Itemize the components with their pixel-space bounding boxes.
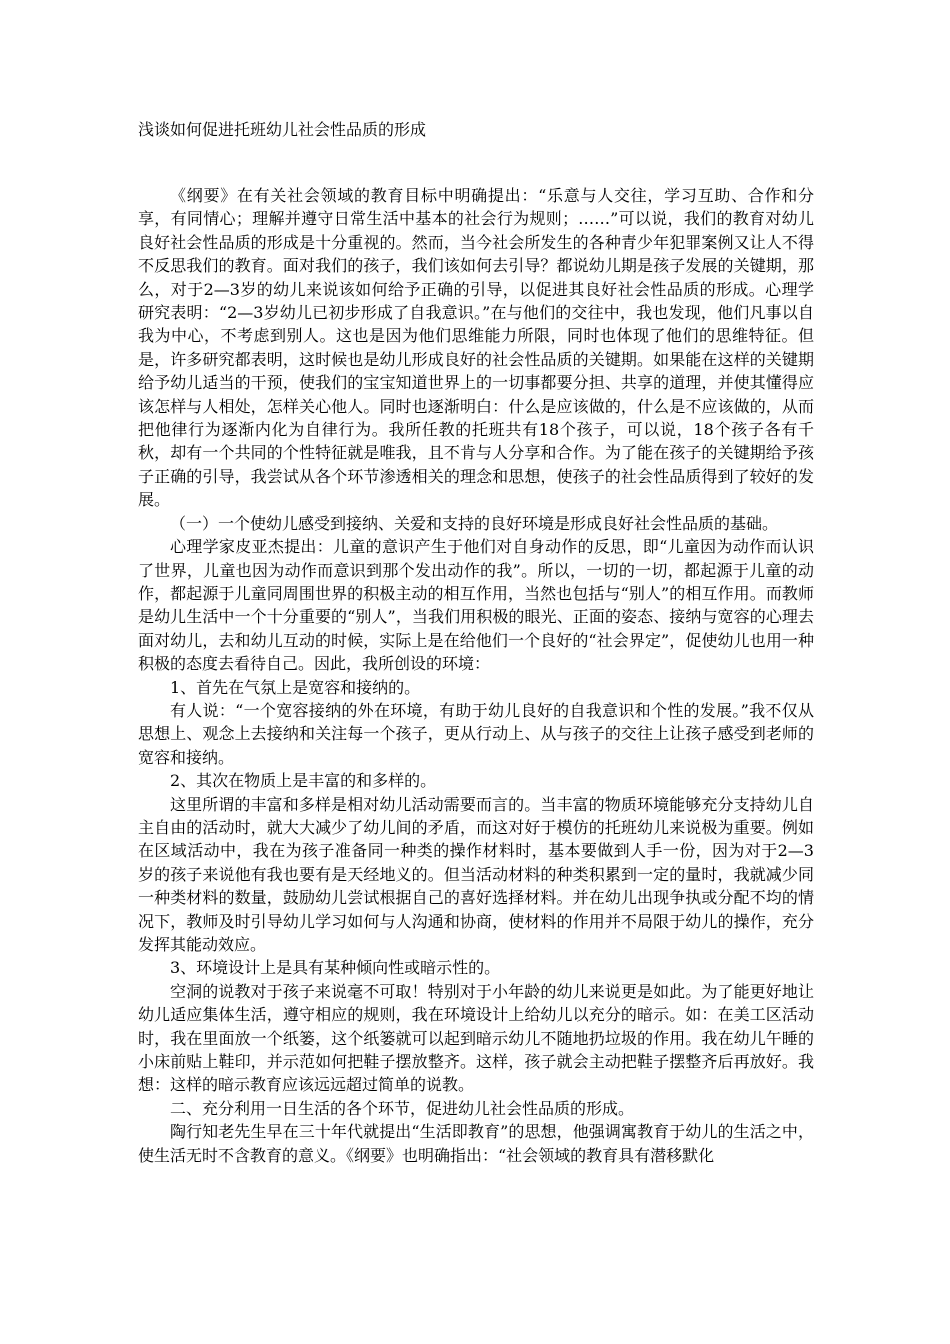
- document-page: [138, 118, 814, 1167]
- paragraph-point-1-heading: 1、首先在气氛上是宽容和接纳的。: [170, 677, 421, 697]
- paragraph-point-1-body: 有人说：“一个宽容接纳的外在环境，有助于幼儿良好的自我意识和个性的发展。”我不仅从思想上、观念上去接纳和关注每一个孩子，更从行动上、从与孩子的交往上让孩子感受到老师的宽容和接纳。: [138, 700, 814, 767]
- paragraph-point-3-heading: 3、环境设计上是具有某种倾向性或暗示性的。: [170, 958, 501, 978]
- paragraph-piaget: 心理学家皮亚杰提出：儿童的意识产生于他们对自身动作的反思，即“儿童因为动作而认识了世界，儿童也因为动作而意识到那个发出动作的我”。所以，一切的一切，都起源于儿童的动作，都起源于儿童同周围世界的积极主动的相互作用，当然也包括与“别人”的相互作用。而教师是幼儿生活中一个十分重要的“别人”，当我们用积极的眼光、正面的姿态、接纳与宽容的心理去面对幼儿，去和幼儿互动的时候，实际上是在给他们一个良好的“社会界定”，促使幼儿也用一种积极的态度去看待自己。因此，我所创设的环境：: [138, 537, 814, 674]
- paragraph-tao-xingzhi: 陶行知老先生早在三十年代就提出“生活即教育”的思想，他强调寓教育于幼儿的生活之中，使生活无时不含教育的意义。《纲要》也明确指出：“社会领域的教育具有潜移默化: [138, 1122, 814, 1165]
- paragraph-section-2-heading: 二、充分利用一日生活的各个环节，促进幼儿社会性品质的形成。: [170, 1098, 635, 1118]
- paragraph-section-1-heading: （一）一个使幼儿感受到接纳、关爱和支持的良好环境是形成良好社会性品质的基础。: [170, 513, 779, 533]
- paragraph-point-2-body: 这里所谓的丰富和多样是相对幼儿活动需要而言的。当丰富的物质环境能够充分支持幼儿自主自由的活动时，就大大减少了幼儿间的矛盾，而这对好于模仿的托班幼儿来说极为重要。例如在区域活动中，我在为孩子准备同一种类的操作材料时，基本要做到人手一份，因为对于2—3岁的孩子来说他有我也要有是天经地义的。但当活动材料的种类积累到一定的量时，我就减少同一种类材料的数量，鼓励幼儿尝试根据自己的喜好选择材料。并在幼儿出现争执或分配不均的情况下，教师及时引导幼儿学习如何与人沟通和协商，使材料的作用并不局限于幼儿的操作，充分发挥其能动效应。: [138, 794, 814, 954]
- paragraph-intro: 《纲要》在有关社会领域的教育目标中明确提出：“乐意与人交往，学习互助、合作和分享，有同情心；理解并遵守日常生活中基本的社会行为规则；……”可以说，我们的教育对幼儿良好社会性品质的形成是十分重视的。然而，当今社会所发生的各种青少年犯罪案例又让人不得不反思我们的教育。面对我们的孩子，我们该如何去引导？都说幼儿期是孩子发展的关键期，那么，对于2—3岁的幼儿来说该如何给予正确的引导，以促进其良好社会性品质的形成。心理学研究表明：“2—3岁幼儿已初步形成了自我意识。”在与他们的交往中，我也发现，他们凡事以自我为中心，不考虑到别人。这也是因为他们思维能力所限，同时也体现了他们的思维特征。但是，许多研究都表明，这时候也是幼儿形成良好的社会性品质的关键期。如果能在这样的关键期给予幼儿适当的干预，使我们的宝宝知道世界上的一切事都要分担、共享的道理，并使其懂得应该怎样与人相处，怎样关心他人。同时也逐渐明白：什么是应该做的，什么是不应该做的，从而把他律行为逐渐内化为自律行为。我所任教的托班共有18个孩子，可以说，18个孩子各有千秋，却有一个共同的个性特征就是唯我，且不肯与人分享和合作。为了能在孩子的关键期给予孩子正确的引导，我尝试从各个环节渗透相关的理念和思想，使孩子的社会性品质得到了较好的发展。: [138, 186, 814, 510]
- document-title: 浅谈如何促进托班幼儿社会性品质的形成: [138, 120, 427, 139]
- paragraph-point-2-heading: 2、其次在物质上是丰富的和多样的。: [170, 771, 437, 791]
- paragraph-point-3-body: 空洞的说教对于孩子来说毫不可取！特别对于小年龄的幼儿来说更是如此。为了能更好地让幼儿适应集体生活，遵守相应的规则，我在环境设计上给幼儿以充分的暗示。如：在美工区活动时，我在里面放一个纸篓，这个纸篓就可以起到暗示幼儿不随地扔垃圾的作用。我在幼儿午睡的小床前贴上鞋印，并示范如何把鞋子摆放整齐。这样，孩子就会主动把鞋子摆整齐后再放好。我想：这样的暗示教育应该远远超过简单的说教。: [138, 981, 814, 1095]
